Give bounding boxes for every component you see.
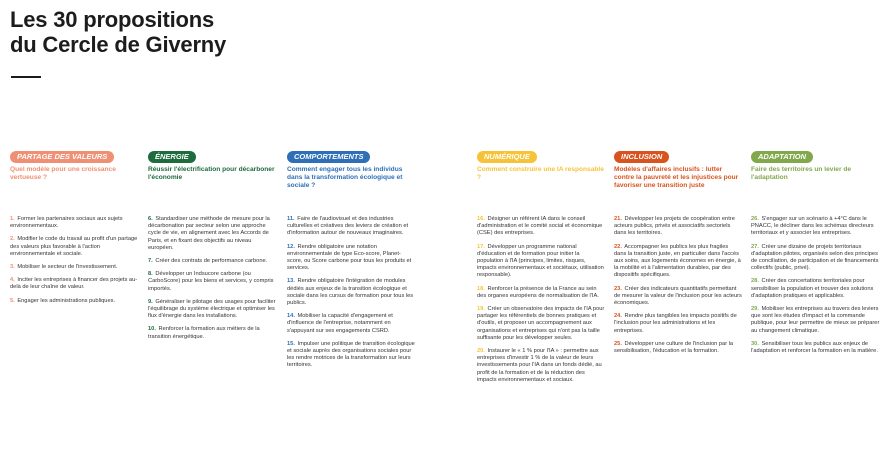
proposal-text: Impulser une politique de transition écologique et sociale auprès des organisations sociales pour les rendre motrices de la transformation sur leurs territoires. (287, 340, 415, 369)
proposal-item (287, 313, 415, 335)
title-line-1: Les 30 propositions (10, 7, 215, 32)
proposal-item (614, 216, 742, 238)
proposal-number: 30. (751, 340, 759, 347)
proposal-text: Mobiliser les entreprises au travers des leviers que sont les études d'impact et la commande publique, pour leur permettre de mieux se préparer au changement climatique. (751, 306, 880, 334)
proposal-item (477, 348, 605, 384)
proposal-text: Sensibiliser tous les publics aux enjeux de l'adaptation et renforcer la formation en la matière. (751, 340, 878, 355)
proposal-number: 7. (148, 258, 153, 265)
proposal-number: 24. (614, 313, 622, 320)
proposal-number: 14. (287, 313, 295, 320)
proposal-item (751, 216, 881, 238)
proposal-list (477, 216, 605, 390)
proposal-item (614, 341, 742, 355)
proposal-item (477, 306, 605, 342)
proposal-number: 6. (148, 216, 153, 222)
proposal-text: Faire de l'audiovisuel et des industries culturelles et créatives des leviers de création et d'information autour de nouveaux imaginaires. (287, 216, 409, 237)
page-title (10, 7, 226, 57)
category-pill: NUMÉRIQUE (477, 151, 537, 163)
column-partage-des-valeurs (10, 146, 138, 304)
column-inclusion (614, 146, 742, 355)
proposal-text: Rendre obligatoire l'intégration de modules dédiés aux enjeux de la transition écologique et sociale dans les cursus de formation pour tous les publics. (287, 278, 414, 307)
proposal-text: Inciter les entreprises à financer des projets au-delà de leur chaîne de valeur. (10, 277, 138, 291)
category-pill: PARTAGE DES VALEURS (10, 151, 114, 163)
proposal-item (287, 278, 415, 307)
proposal-text: Créer des contrats de performance carbone. (155, 258, 268, 265)
proposal-text: Développer une culture de l'inclusion par la sensibilisation, l'éducation et la formation. (614, 340, 734, 355)
title-underline (11, 76, 41, 78)
category-subtitle: Comment engager tous les individus dans la transformation écologique et sociale ? (287, 166, 403, 190)
proposal-list (287, 216, 415, 376)
proposal-text: Engager les administrations publiques. (17, 297, 116, 304)
proposal-number: 28. (751, 278, 759, 285)
title-line-2: du Cercle de Giverny (10, 32, 227, 57)
proposal-number: 29. (751, 306, 759, 313)
category-subtitle: Faire des territoires un levier de l'adaptation (751, 166, 852, 182)
proposal-list (614, 216, 742, 361)
proposal-number: 15. (287, 340, 295, 347)
proposal-item (10, 236, 138, 258)
category-pill: COMPORTEMENTS (287, 151, 370, 163)
category-subtitle: Comment construire une IA responsable ? (477, 166, 604, 182)
proposal-text: Former les partenaires sociaux aux sujets environnementaux. (10, 216, 123, 230)
proposal-text: Rendre plus tangibles les impacts positifs de l'inclusion pour les administrations et les entreprises. (614, 313, 737, 334)
proposal-text: Développer les projets de coopération entre acteurs publics, privés et associatifs sectoriels dans les territoires. (614, 216, 735, 237)
proposal-item (614, 286, 742, 308)
category-pill: ÉNERGIE (148, 151, 196, 163)
proposal-number: 8. (148, 271, 153, 278)
proposal-text: Créer des concertations territoriales pour sensibiliser la population et trouver des solutions d'adaptation pratiques et applicables. (751, 278, 874, 299)
column-energie (148, 146, 276, 340)
proposal-number: 26. (751, 216, 759, 222)
proposal-number: 17. (477, 243, 485, 250)
proposal-item (148, 299, 276, 321)
proposal-text: Généraliser le pilotage des usages pour faciliter l'équilibrage du système électrique et optimiser les flux d'énergie dans les installations. (148, 298, 276, 320)
proposal-list (10, 216, 138, 311)
category-pill: INCLUSION (614, 151, 669, 163)
category-subtitle: Réussir l'électrification pour décarboner l'économie (148, 166, 275, 182)
proposal-item (287, 244, 415, 273)
proposal-text: Accompagner les publics les plus fragiles dans la transition juste, en particulier dans l'accès aux soins, aux logements économes en énergie, à la mobilité et à l'alimentation durables, par des dispositifs spécifiques. (614, 243, 741, 279)
proposal-item (10, 216, 138, 230)
proposal-item (477, 286, 605, 300)
proposal-number: 12. (287, 243, 295, 250)
proposal-number: 5. (10, 297, 15, 304)
proposal-number: 22. (614, 243, 622, 250)
proposal-number: 9. (148, 298, 153, 305)
proposal-text: Renforcer la formation aux métiers de la transition énergétique. (148, 326, 260, 340)
proposal-number: 11. (287, 216, 295, 222)
proposal-number: 23. (614, 285, 622, 292)
category-pill: ADAPTATION (751, 151, 813, 163)
proposal-text: Développer un Indsucore carbone (ou CarboScore) pour les biens et services, y compris importés. (148, 271, 274, 292)
proposal-item (10, 277, 138, 291)
proposal-text: Désigner un référent IA dans le conseil d'administration et le comité social et économique (CSE) des entreprises. (477, 216, 603, 237)
column-comportements (287, 146, 415, 369)
proposal-item (477, 216, 605, 238)
proposal-number: 19. (477, 306, 485, 313)
proposal-list (148, 216, 276, 347)
proposal-text: Créer un observatoire des impacts de l'IA pour partager les référentiels de bonnes pratiques et d'outils, et proposer un accompagnement aux organisations et entreprises qui n'ont pas la taille suffisante pour les développer seules. (477, 306, 605, 341)
proposal-text: Standardiser une méthode de mesure pour la décarbonation par secteur selon une approche cycle de vie, en alignement avec les Accords de Paris, et en fixant des objectifs au niveau européen. (148, 216, 270, 251)
proposal-text: Créer des indicateurs quantitatifs permettant de mesurer la valeur de l'inclusion pour les acteurs économiques. (614, 285, 742, 307)
proposal-text: Modifier le code du travail au profit d'un partage des valeurs plus favorable à l'action environnementale et sociale. (10, 236, 138, 257)
proposal-text: Renforcer la présence de la France au sein des organes européens de normalisation de l'IA. (477, 285, 599, 299)
proposal-item (10, 264, 138, 271)
proposal-item (148, 326, 276, 340)
proposal-item (614, 244, 742, 280)
category-subtitle: Quel modèle pour une croissance vertueuse ? (10, 166, 116, 182)
proposal-number: 10. (148, 326, 156, 333)
proposal-number: 13. (287, 278, 295, 285)
proposal-item (614, 313, 742, 335)
proposal-item (148, 271, 276, 293)
proposal-number: 27. (751, 243, 759, 250)
column-numerique (477, 146, 605, 383)
column-adaptation (751, 146, 881, 355)
proposal-text: Créer une dizaine de projets territoriaux d'adaptation pilotes, organisés selon des principes de conciliation, de participation et de financements collectifs (public, privé). (751, 243, 879, 272)
proposal-item (148, 258, 276, 265)
proposal-text: Mobiliser le secteur de l'investissement. (17, 264, 118, 271)
proposal-text: S'engager sur un scénario à +4°C dans le PNACC, le décliner dans les schémas directeurs territoriaux et y associer les entreprises. (751, 216, 874, 237)
proposal-text: Instaurer le « 1 % pour l'IA » : permettre aux entreprises d'investir 1 % de la valeur de leurs investissements pour l'IA dans un fonds dédié, au profit de la formation et de la réduction des impacts environnementaux et sociaux. (477, 348, 602, 383)
proposal-item (751, 306, 881, 335)
proposal-number: 4. (10, 277, 15, 284)
proposal-text: Mobiliser la capacité d'engagement et d'influence de l'entreprise, notamment en s'appuyant sur ses engagements CSRD. (287, 313, 393, 334)
proposal-item (10, 298, 138, 305)
proposal-item (751, 278, 881, 300)
proposal-number: 16. (477, 216, 485, 222)
proposal-number: 1. (10, 216, 15, 222)
proposal-number: 3. (10, 264, 15, 271)
proposal-text: Rendre obligatoire une notation environnementale de type Eco-score, Planet-score, ou Score carbone pour tous les produits et services. (287, 243, 412, 272)
proposal-item (287, 341, 415, 370)
proposal-number: 21. (614, 216, 622, 222)
proposal-item (751, 341, 881, 355)
proposal-number: 2. (10, 236, 15, 243)
proposal-text: Développer un programme national d'éducation et de formation pour initier la population à l'IA (principes, limites, risques, impacts environnementaux et sociétaux, utilisation responsable). (477, 243, 604, 279)
proposal-item (477, 244, 605, 280)
proposal-number: 18. (477, 285, 485, 292)
proposal-item (148, 216, 276, 252)
proposal-item (751, 244, 881, 273)
proposal-number: 20. (477, 348, 485, 355)
proposal-list (751, 216, 881, 361)
proposal-item (287, 216, 415, 238)
category-subtitle: Modèles d'affaires inclusifs : lutter contre la pauvreté et les injustices pour favoriser une transition juste (614, 166, 739, 190)
proposal-number: 25. (614, 340, 622, 347)
